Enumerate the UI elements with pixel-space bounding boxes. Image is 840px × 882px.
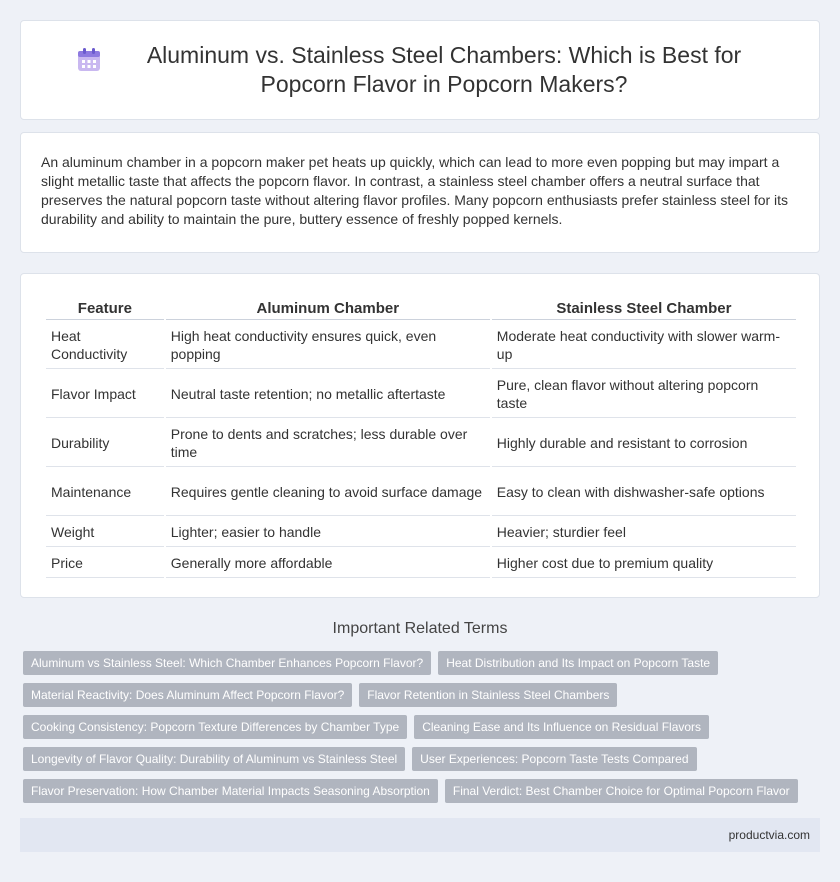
table-cell: Heat Conductivity [46, 320, 164, 369]
calendar-icon [76, 47, 102, 73]
table-cell: Higher cost due to premium quality [492, 547, 796, 578]
related-term-tag[interactable]: Material Reactivity: Does Aluminum Affect Popcorn Flavor? [23, 683, 352, 707]
table-cell: Highly durable and resistant to corrosion [492, 418, 796, 467]
table-cell: Pure, clean flavor without altering popcorn taste [492, 369, 796, 418]
related-term-tag[interactable]: Heat Distribution and Its Impact on Popcorn Taste [438, 651, 718, 675]
table-cell: Weight [46, 516, 164, 547]
table-row [46, 369, 796, 418]
header-aluminum: Aluminum Chamber [166, 294, 490, 320]
table-row [46, 418, 796, 467]
page-title: Aluminum vs. Stainless Steel Chambers: Which is Best for Popcorn Flavor in Popcorn Makers? [146, 42, 742, 97]
table-cell: Neutral taste retention; no metallic aftertaste [166, 369, 490, 418]
table-cell: Flavor Impact [46, 369, 164, 418]
comparison-table [44, 294, 798, 578]
related-term-tag[interactable]: Flavor Preservation: How Chamber Material Impacts Seasoning Absorption [23, 779, 438, 803]
table-cell: Requires gentle cleaning to avoid surface damage [166, 467, 490, 516]
table-cell: High heat conductivity ensures quick, even popping [166, 320, 490, 369]
title-card [20, 20, 820, 120]
tag-row [23, 779, 823, 803]
table-row [46, 320, 796, 369]
header-stainless: Stainless Steel Chamber [492, 294, 796, 320]
related-term-tag[interactable]: Final Verdict: Best Chamber Choice for Optimal Popcorn Flavor [445, 779, 798, 803]
footer-site-link[interactable]: productvia.com [728, 828, 810, 842]
table-cell: Durability [46, 418, 164, 467]
table-row [46, 467, 796, 516]
table-cell: Prone to dents and scratches; less durable over time [166, 418, 490, 467]
related-term-tag[interactable]: Flavor Retention in Stainless Steel Chambers [359, 683, 617, 707]
intro-card [20, 132, 820, 253]
related-term-tag[interactable]: Cleaning Ease and Its Influence on Residual Flavors [414, 715, 709, 739]
tag-row [23, 683, 823, 707]
table-cell: Maintenance [46, 467, 164, 516]
table-cell: Generally more affordable [166, 547, 490, 578]
table-cell: Lighter; easier to handle [166, 516, 490, 547]
table-header-row [46, 294, 796, 320]
tag-row [23, 651, 823, 675]
table-row [46, 547, 796, 578]
related-terms-list [23, 651, 823, 811]
footer [20, 818, 820, 852]
related-term-tag[interactable]: Longevity of Flavor Quality: Durability of Aluminum vs Stainless Steel [23, 747, 405, 771]
header-feature: Feature [46, 294, 164, 320]
related-terms-heading: Important Related Terms [332, 620, 508, 637]
table-cell: Price [46, 547, 164, 578]
related-term-tag[interactable]: Aluminum vs Stainless Steel: Which Chamber Enhances Popcorn Flavor? [23, 651, 431, 675]
intro-paragraph: An aluminum chamber in a popcorn maker pet heats up quickly, which can lead to more even popping but may impart a slight metallic taste that affects the popcorn flavor. In contrast, a stainless steel chamber offers a neutral surface that preserves the natural popcorn taste without altering flavor profiles. Many popcorn enthusiasts prefer stainless steel for its durability and ability to maintain the pure, buttery essence of freshly popped kernels. [41, 154, 789, 227]
table-row [46, 516, 796, 547]
comparison-card [20, 273, 820, 598]
related-term-tag[interactable]: Cooking Consistency: Popcorn Texture Differences by Chamber Type [23, 715, 407, 739]
table-cell: Easy to clean with dishwasher-safe options [492, 467, 796, 516]
title-wrap [76, 41, 764, 99]
table-cell: Heavier; sturdier feel [492, 516, 796, 547]
tag-row [23, 715, 823, 739]
related-term-tag[interactable]: User Experiences: Popcorn Taste Tests Compared [412, 747, 696, 771]
table-cell: Moderate heat conductivity with slower warm-up [492, 320, 796, 369]
tag-row [23, 747, 823, 771]
